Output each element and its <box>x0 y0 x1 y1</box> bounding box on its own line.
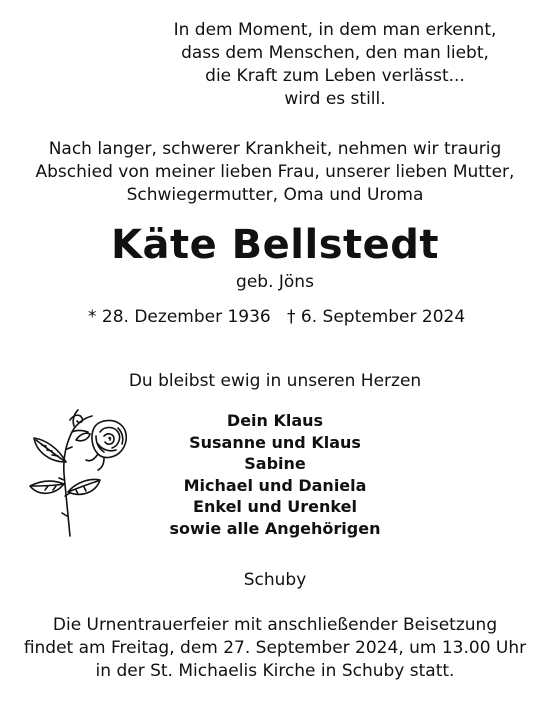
poem-line: In dem Moment, in dem man erkennt, <box>173 20 497 40</box>
death-date: † 6. September 2024 <box>287 307 466 327</box>
intro-line: Schwiegermutter, Oma und Uroma <box>126 185 424 205</box>
place-name: Schuby <box>243 570 307 590</box>
ceremony-line: findet am Freitag, dem 27. September 2024, um 13.00 Uhr <box>23 638 527 658</box>
poem-line: dass dem Menschen, den man liebt, <box>181 43 489 63</box>
mourner-entry: Dein Klaus <box>226 411 324 430</box>
rose-icon <box>14 404 136 540</box>
mourner-entry: sowie alle Angehörigen <box>169 518 381 538</box>
intro-line: Abschied von meiner lieben Frau, unserer lieben Mutter, <box>35 162 515 182</box>
deceased-name: Käte Bellstedt <box>110 222 439 268</box>
mourner-entry: Enkel und Urenkel <box>193 497 357 516</box>
mourner-entry: Michael und Daniela <box>183 475 367 495</box>
mourners-list <box>140 410 410 539</box>
intro-line: Nach langer, schwerer Krankheit, nehmen wir traurig <box>48 139 502 159</box>
intro-text <box>0 138 550 207</box>
ceremony-notice <box>0 614 550 683</box>
motto: Du bleibst ewig in unseren Herzen <box>128 371 422 391</box>
mourner-entry: Sabine <box>244 454 306 473</box>
poem <box>120 19 550 111</box>
ceremony-line: Die Urnentrauerfeier mit anschließender Beisetzung <box>52 615 498 635</box>
poem-line: die Kraft zum Leben verlässt... <box>205 66 465 86</box>
maiden-name: geb. Jöns <box>236 272 314 292</box>
poem-line: wird es still. <box>284 89 386 109</box>
mourner-entry: Susanne und Klaus <box>189 432 361 452</box>
birth-date: * 28. Dezember 1936 <box>88 307 271 327</box>
ceremony-line: in der St. Michaelis Kirche in Schuby statt. <box>95 661 455 681</box>
